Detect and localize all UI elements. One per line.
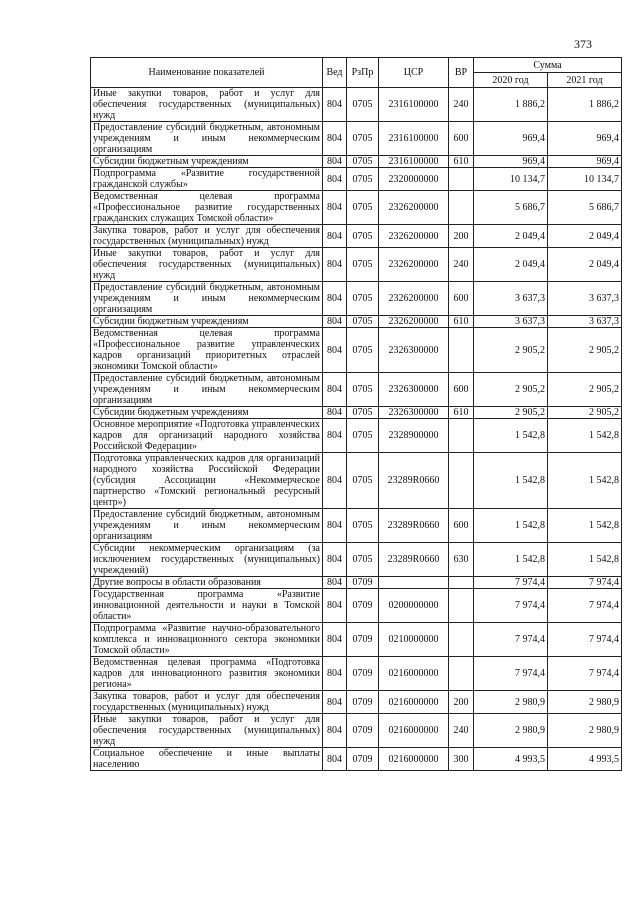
table-row <box>91 225 622 248</box>
row-vr: 610 <box>449 407 474 419</box>
row-rzpr: 0709 <box>347 714 379 748</box>
row-name: Другие вопросы в области образования <box>91 577 323 589</box>
row-name: Государственная программа «Развитие инновационной деятельности и науки в Томской области» <box>91 589 323 623</box>
row-rzpr: 0705 <box>347 419 379 453</box>
row-ved: 804 <box>323 225 347 248</box>
row-sum-2021: 7 974,4 <box>548 589 622 623</box>
row-vr: 600 <box>449 373 474 407</box>
row-vr <box>449 577 474 589</box>
row-rzpr: 0705 <box>347 282 379 316</box>
row-csr: 2326200000 <box>379 248 449 282</box>
row-sum-2021: 5 686,7 <box>548 191 622 225</box>
row-sum-2020: 2 905,2 <box>474 407 548 419</box>
row-ved: 804 <box>323 589 347 623</box>
table-row <box>91 691 622 714</box>
row-vr <box>449 657 474 691</box>
row-csr: 0200000000 <box>379 589 449 623</box>
row-vr: 610 <box>449 316 474 328</box>
table-row <box>91 748 622 771</box>
row-rzpr: 0705 <box>347 509 379 543</box>
row-sum-2020: 1 542,8 <box>474 453 548 509</box>
row-ved: 804 <box>323 577 347 589</box>
row-csr: 2316100000 <box>379 88 449 122</box>
row-rzpr: 0705 <box>347 407 379 419</box>
row-sum-2020: 2 049,4 <box>474 225 548 248</box>
row-sum-2021: 2 980,9 <box>548 714 622 748</box>
row-vr <box>449 623 474 657</box>
row-ved: 804 <box>323 657 347 691</box>
header-ved: Вед <box>323 58 347 88</box>
table-row <box>91 122 622 156</box>
row-rzpr: 0709 <box>347 657 379 691</box>
header-sum: Сумма <box>474 58 622 73</box>
row-csr: 2326300000 <box>379 407 449 419</box>
row-name: Подпрограмма «Развитие государственной гражданской службы» <box>91 168 323 191</box>
table-row <box>91 191 622 225</box>
row-sum-2021: 969,4 <box>548 122 622 156</box>
row-sum-2021: 4 993,5 <box>548 748 622 771</box>
row-sum-2021: 3 637,3 <box>548 316 622 328</box>
row-vr: 630 <box>449 543 474 577</box>
row-ved: 804 <box>323 122 347 156</box>
row-csr: 2320000000 <box>379 168 449 191</box>
row-vr: 200 <box>449 225 474 248</box>
row-vr: 600 <box>449 122 474 156</box>
row-name: Субсидии бюджетным учреждениям <box>91 316 323 328</box>
row-name: Субсидии бюджетным учреждениям <box>91 407 323 419</box>
table-row <box>91 407 622 419</box>
row-sum-2020: 3 637,3 <box>474 316 548 328</box>
row-sum-2020: 4 993,5 <box>474 748 548 771</box>
row-name: Ведомственная целевая программа «Профессиональное развитие управленческих кадров организаций приоритетных отраслей экономики Томской области» <box>91 328 323 373</box>
table-row <box>91 623 622 657</box>
row-name: Иные закупки товаров, работ и услуг для обеспечения государственных (муниципальных) нужд <box>91 714 323 748</box>
row-vr: 240 <box>449 714 474 748</box>
row-vr <box>449 191 474 225</box>
row-rzpr: 0705 <box>347 122 379 156</box>
row-ved: 804 <box>323 168 347 191</box>
row-csr: 2326300000 <box>379 373 449 407</box>
table-row <box>91 168 622 191</box>
row-rzpr: 0705 <box>347 168 379 191</box>
row-ved: 804 <box>323 543 347 577</box>
table-row <box>91 509 622 543</box>
row-name: Предоставление субсидий бюджетным, автономным учреждениям и иным некоммерческим организациям <box>91 509 323 543</box>
row-sum-2020: 2 905,2 <box>474 373 548 407</box>
row-vr <box>449 328 474 373</box>
row-csr: 0216000000 <box>379 714 449 748</box>
row-ved: 804 <box>323 748 347 771</box>
row-name: Субсидии некоммерческим организациям (за исключением государственных (муниципальных) учреждений) <box>91 543 323 577</box>
row-csr: 2316100000 <box>379 122 449 156</box>
row-csr: 2328900000 <box>379 419 449 453</box>
header-year-2021: 2021 год <box>548 73 622 88</box>
table-row <box>91 248 622 282</box>
row-sum-2020: 7 974,4 <box>474 589 548 623</box>
table-row <box>91 316 622 328</box>
row-sum-2021: 1 542,8 <box>548 453 622 509</box>
row-ved: 804 <box>323 453 347 509</box>
row-sum-2021: 7 974,4 <box>548 577 622 589</box>
row-sum-2020: 7 974,4 <box>474 623 548 657</box>
header-vr: ВР <box>449 58 474 88</box>
row-sum-2021: 1 542,8 <box>548 509 622 543</box>
row-ved: 804 <box>323 282 347 316</box>
row-sum-2020: 2 905,2 <box>474 328 548 373</box>
row-csr: 2326300000 <box>379 328 449 373</box>
header-csr: ЦСР <box>379 58 449 88</box>
row-sum-2021: 2 049,4 <box>548 248 622 282</box>
row-sum-2020: 10 134,7 <box>474 168 548 191</box>
row-name: Предоставление субсидий бюджетным, автономным учреждениям и иным некоммерческим организациям <box>91 282 323 316</box>
row-sum-2021: 2 980,9 <box>548 691 622 714</box>
row-name: Основное мероприятие «Подготовка управленческих кадров для организаций народного хозяйства Российской Федерации» <box>91 419 323 453</box>
table-row <box>91 657 622 691</box>
row-rzpr: 0705 <box>347 373 379 407</box>
row-vr: 600 <box>449 282 474 316</box>
row-rzpr: 0705 <box>347 316 379 328</box>
row-rzpr: 0705 <box>347 191 379 225</box>
row-sum-2021: 2 905,2 <box>548 373 622 407</box>
table-row <box>91 543 622 577</box>
row-vr: 610 <box>449 156 474 168</box>
row-sum-2020: 969,4 <box>474 122 548 156</box>
row-sum-2020: 3 637,3 <box>474 282 548 316</box>
table-row <box>91 577 622 589</box>
budget-table <box>90 57 622 771</box>
row-sum-2021: 1 542,8 <box>548 543 622 577</box>
row-ved: 804 <box>323 156 347 168</box>
row-rzpr: 0705 <box>347 328 379 373</box>
row-rzpr: 0709 <box>347 589 379 623</box>
row-rzpr: 0705 <box>347 248 379 282</box>
row-name: Ведомственная целевая программа «Профессиональное развитие государственных гражданских служащих Томской области» <box>91 191 323 225</box>
row-name: Подготовка управленческих кадров для организаций народного хозяйства Российской Федерации (субсидия Ассоциации «Некоммерческое партнерство «Томский региональный ресурсный центр») <box>91 453 323 509</box>
row-sum-2021: 1 542,8 <box>548 419 622 453</box>
row-ved: 804 <box>323 691 347 714</box>
row-sum-2021: 969,4 <box>548 156 622 168</box>
row-vr: 240 <box>449 248 474 282</box>
row-name: Подпрограмма «Развитие научно-образовательного комплекса и инновационного сектора экономики Томской области» <box>91 623 323 657</box>
row-csr: 2326200000 <box>379 282 449 316</box>
header-rzpr: РзПр <box>347 58 379 88</box>
table-row <box>91 328 622 373</box>
row-csr: 2326200000 <box>379 225 449 248</box>
row-sum-2020: 2 049,4 <box>474 248 548 282</box>
row-vr: 300 <box>449 748 474 771</box>
row-csr: 23289R0660 <box>379 509 449 543</box>
row-sum-2020: 1 542,8 <box>474 509 548 543</box>
table-row <box>91 589 622 623</box>
row-csr: 2326200000 <box>379 316 449 328</box>
row-sum-2020: 1 542,8 <box>474 543 548 577</box>
row-vr <box>449 419 474 453</box>
row-ved: 804 <box>323 714 347 748</box>
row-ved: 804 <box>323 248 347 282</box>
table-row <box>91 156 622 168</box>
page-number: 373 <box>574 37 592 51</box>
row-rzpr: 0705 <box>347 88 379 122</box>
row-csr <box>379 577 449 589</box>
row-rzpr: 0709 <box>347 691 379 714</box>
row-ved: 804 <box>323 623 347 657</box>
row-rzpr: 0709 <box>347 577 379 589</box>
row-csr: 0210000000 <box>379 623 449 657</box>
row-ved: 804 <box>323 88 347 122</box>
row-vr <box>449 453 474 509</box>
row-vr <box>449 168 474 191</box>
row-csr: 0216000000 <box>379 748 449 771</box>
row-vr: 240 <box>449 88 474 122</box>
row-csr: 2326200000 <box>379 191 449 225</box>
row-csr: 0216000000 <box>379 691 449 714</box>
row-name: Предоставление субсидий бюджетным, автономным учреждениям и иным некоммерческим организациям <box>91 122 323 156</box>
row-ved: 804 <box>323 419 347 453</box>
row-sum-2020: 7 974,4 <box>474 577 548 589</box>
table-row <box>91 419 622 453</box>
row-ved: 804 <box>323 373 347 407</box>
table-row <box>91 453 622 509</box>
row-sum-2020: 7 974,4 <box>474 657 548 691</box>
row-rzpr: 0709 <box>347 623 379 657</box>
row-sum-2020: 1 886,2 <box>474 88 548 122</box>
row-sum-2020: 969,4 <box>474 156 548 168</box>
row-sum-2020: 1 542,8 <box>474 419 548 453</box>
row-sum-2021: 10 134,7 <box>548 168 622 191</box>
row-sum-2021: 7 974,4 <box>548 623 622 657</box>
row-name: Ведомственная целевая программа «Подготовка кадров для инновационного развития экономики региона» <box>91 657 323 691</box>
row-ved: 804 <box>323 191 347 225</box>
row-name: Закупка товаров, работ и услуг для обеспечения государственных (муниципальных) нужд <box>91 225 323 248</box>
table-row <box>91 88 622 122</box>
row-ved: 804 <box>323 407 347 419</box>
row-name: Иные закупки товаров, работ и услуг для обеспечения государственных (муниципальных) нужд <box>91 88 323 122</box>
row-rzpr: 0705 <box>347 225 379 248</box>
row-sum-2021: 7 974,4 <box>548 657 622 691</box>
row-name: Социальное обеспечение и иные выплаты населению <box>91 748 323 771</box>
row-name: Субсидии бюджетным учреждениям <box>91 156 323 168</box>
row-sum-2020: 2 980,9 <box>474 714 548 748</box>
row-sum-2021: 2 049,4 <box>548 225 622 248</box>
row-rzpr: 0705 <box>347 453 379 509</box>
row-csr: 2316100000 <box>379 156 449 168</box>
row-csr: 23289R0660 <box>379 453 449 509</box>
row-name: Закупка товаров, работ и услуг для обеспечения государственных (муниципальных) нужд <box>91 691 323 714</box>
row-sum-2021: 1 886,2 <box>548 88 622 122</box>
row-sum-2020: 5 686,7 <box>474 191 548 225</box>
row-ved: 804 <box>323 316 347 328</box>
row-csr: 0216000000 <box>379 657 449 691</box>
row-sum-2021: 3 637,3 <box>548 282 622 316</box>
row-rzpr: 0705 <box>347 543 379 577</box>
row-sum-2021: 2 905,2 <box>548 407 622 419</box>
header-name: Наименование показателей <box>91 58 323 88</box>
row-vr: 600 <box>449 509 474 543</box>
row-rzpr: 0709 <box>347 748 379 771</box>
row-sum-2020: 2 980,9 <box>474 691 548 714</box>
row-ved: 804 <box>323 509 347 543</box>
row-rzpr: 0705 <box>347 156 379 168</box>
table-row <box>91 714 622 748</box>
row-vr: 200 <box>449 691 474 714</box>
row-ved: 804 <box>323 328 347 373</box>
row-vr <box>449 589 474 623</box>
table-row <box>91 373 622 407</box>
row-name: Предоставление субсидий бюджетным, автономным учреждениям и иным некоммерческим организациям <box>91 373 323 407</box>
table-row <box>91 282 622 316</box>
row-name: Иные закупки товаров, работ и услуг для обеспечения государственных (муниципальных) нужд <box>91 248 323 282</box>
row-csr: 23289R0660 <box>379 543 449 577</box>
row-sum-2021: 2 905,2 <box>548 328 622 373</box>
header-year-2020: 2020 год <box>474 73 548 88</box>
